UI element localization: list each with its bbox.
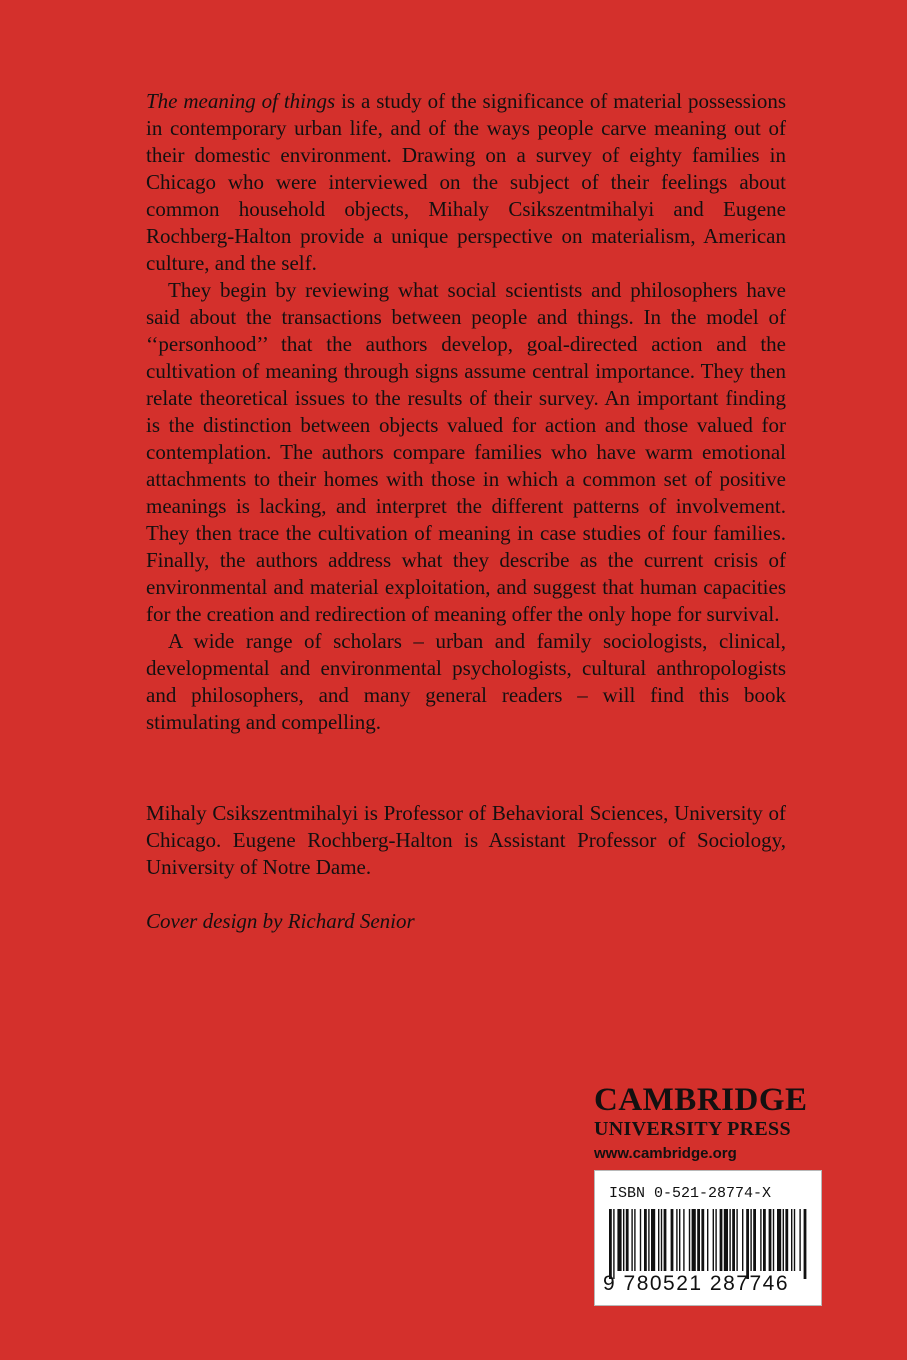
barcode-bar — [732, 1209, 735, 1271]
publisher-name: CAMBRIDGE — [594, 1082, 808, 1118]
barcode-bar — [697, 1209, 700, 1271]
barcode-bar — [713, 1209, 714, 1271]
barcode-bar — [707, 1209, 708, 1271]
barcode-bar — [634, 1209, 635, 1271]
barcode-bar — [715, 1209, 716, 1271]
barcode-bar — [609, 1209, 612, 1279]
barcode-bar — [617, 1209, 621, 1271]
barcode-bar — [799, 1209, 800, 1271]
barcode-bar — [676, 1209, 677, 1271]
barcode-bar — [750, 1209, 751, 1271]
barcode-bar — [644, 1209, 647, 1271]
blurb-paragraph-1 — [146, 88, 786, 277]
barcode-bar — [692, 1209, 696, 1271]
barcode-bar — [783, 1209, 784, 1271]
barcode-bar — [683, 1209, 684, 1271]
barcode-bar — [773, 1209, 774, 1271]
barcode-bar — [777, 1209, 781, 1271]
barcode-bar — [648, 1209, 649, 1271]
barcode-bar — [689, 1209, 690, 1271]
barcode-digits: 9 780521 287746 — [603, 1272, 789, 1295]
publisher-website: www.cambridge.org — [594, 1145, 737, 1162]
barcode-bar — [664, 1209, 667, 1271]
barcode-bar — [701, 1209, 704, 1271]
barcode-bar — [791, 1209, 792, 1271]
blurb-paragraph-2: They begin by reviewing what social scientists and philosophers have said about the transactions between people and things. In the model of ‘‘personhood’’ that the authors develop, goal-directed action and the cultivation of meaning through signs assume central importance. They then relate theoretical issues to the results of their survey. An important finding is the distinction between objects valued for action and those valued for contemplation. The authors compare families who have warm emotional attachments to their homes with those in which a common set of positive meanings is lacking, and interpret the different patterns of involvement. They then trace the cultivation of meaning in case studies of four families. Finally, the authors address what they describe as the current crisis of environmental and material exploitation, and suggest that human capacities for the creation and redirection of meaning offer the only hope for survival. — [146, 278, 786, 626]
publisher-block — [594, 1082, 834, 1164]
barcode-bar — [724, 1209, 728, 1271]
barcode-bar — [763, 1209, 766, 1271]
barcode-bar — [640, 1209, 641, 1271]
barcode-bar — [804, 1209, 807, 1279]
barcode-bar — [613, 1209, 614, 1279]
barcode-bar — [785, 1209, 788, 1271]
blurb-paragraph-1-text: is a study of the significance of material possessions in contemporary urban life, and of the ways people carve meaning out of their domestic environment. Drawing on a survey of eighty families in Chicago who were interviewed on the subject of their feelings about common household objects, Mihaly Csikszentmihalyi and Eugene Rochberg-Halton provide a unique perspective on materialism, American culture, and the self. — [146, 89, 786, 275]
barcode-bar — [671, 1209, 674, 1271]
barcode-bar — [753, 1209, 756, 1271]
barcode-bar — [794, 1209, 795, 1271]
book-title: The meaning of things — [146, 89, 336, 113]
barcode-bar — [720, 1209, 723, 1271]
barcode-bar — [742, 1209, 743, 1271]
barcode-bar — [760, 1209, 761, 1271]
authors-note: Mihaly Csikszentmihalyi is Professor of Behavioral Sciences, University of Chicago. Eugene Rochberg-Halton is Assistant Professor of Sociology, University of Notre Dame. — [146, 801, 786, 879]
barcode-bar — [631, 1209, 632, 1271]
barcode-box — [594, 1170, 822, 1306]
publisher-subtitle: UNIVERSITY PRESS — [594, 1118, 791, 1140]
barcode-bar — [623, 1209, 624, 1271]
barcode-bar — [729, 1209, 730, 1271]
barcode-bar — [736, 1209, 737, 1271]
barcode-bar — [769, 1209, 772, 1271]
barcode-bar — [661, 1209, 662, 1271]
blurb — [146, 88, 786, 736]
barcode-bar — [651, 1209, 655, 1271]
cover-credit: Cover design by Richard Senior — [146, 909, 415, 933]
barcode-bar — [746, 1209, 749, 1279]
barcode-bar — [679, 1209, 680, 1271]
barcode-bar — [658, 1209, 659, 1271]
isbn-label: ISBN 0-521-28774-X — [609, 1185, 772, 1202]
barcode-bar — [626, 1209, 629, 1271]
blurb-paragraph-3: A wide range of scholars – urban and family sociologists, clinical, developmental and environmental psychologists, cultural anthropologists and philosophers, and many general readers – will find this book stimulating and compelling. — [146, 629, 786, 734]
